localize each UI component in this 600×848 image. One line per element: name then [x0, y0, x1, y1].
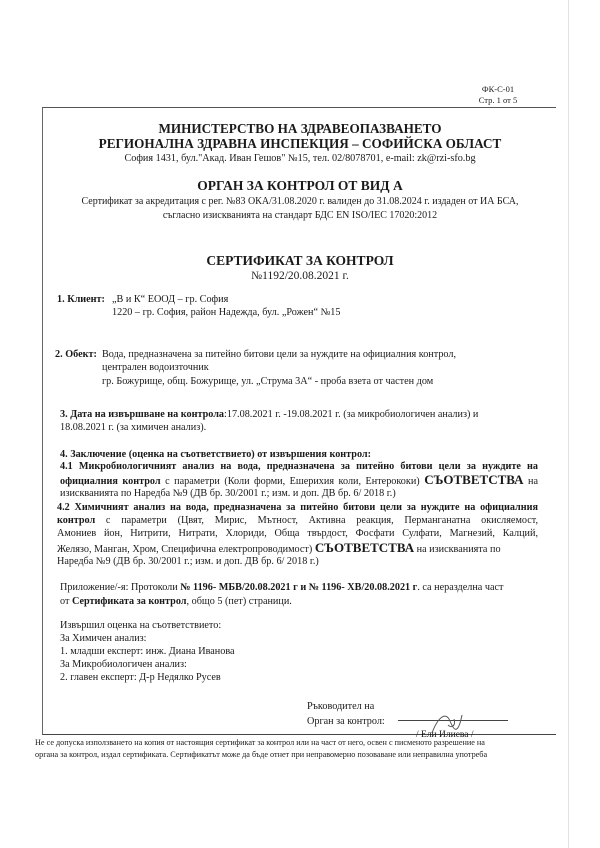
annex-prefix: Приложение/-я: Протоколи	[60, 582, 181, 593]
client-label: 1. Клиент:	[57, 294, 105, 305]
control-date-label: 3. Дата на извършване на контрола	[60, 409, 225, 420]
annex-protocol-2: № 1196- ХВ/20.08.2021 г	[308, 582, 418, 593]
chem-assessor: 1. младши експерт: инж. Диана Иванова	[60, 646, 235, 657]
micro-tail: на	[523, 476, 538, 487]
chem-assessor-label: За Химичен анализ:	[60, 633, 147, 644]
chem-tail: на изискванията по	[414, 544, 501, 555]
control-date-value: :17.08.2021 г. -19.08.2021 г. (за микробиологичен анализ) и	[224, 409, 479, 420]
micro-control-label: официалния контрол	[60, 476, 161, 487]
chem-control-label: контрол	[57, 515, 96, 526]
inspection-name: РЕГИОНАЛНА ЗДРАВНА ИНСПЕКЦИЯ – СОФИЙСКА ОБЛАСТ	[98, 136, 502, 151]
signatory-role-2: Орган за контрол:	[307, 716, 385, 727]
object-line-2: централен водоизточник	[102, 362, 209, 373]
issuer-address: София 1431, бул."Акад. Иван Гешов" №15, тел. 02/8078701, e-mail: zk@rzi-sfo.bg	[124, 153, 476, 164]
assessors-heading: Извършил оценка на съответствието:	[60, 620, 222, 631]
certificate-number: №1192/20.08.2021 г.	[251, 270, 349, 282]
accreditation-line-2: съгласно изискванията на стандарт БДС EN ISO/IEC 17020:2012	[162, 210, 438, 221]
ministry-name: МИНИСТЕРСТВО НА ЗДРАВЕОПАЗВАНЕТО	[158, 121, 442, 136]
conclusion-heading: 4. Заключение (оценка на съответствието) от извършения контрол:	[60, 449, 372, 460]
annex-protocol-1: № 1196- МБВ/20.08.2021 г	[180, 582, 298, 593]
micro-verdict: СЪОТВЕТСТВА	[424, 472, 524, 487]
micro-line-1: 4.1 Микробиологичният анализ на вода, предназначена за питейно битови цели за нуждите на	[60, 461, 538, 472]
chem-line-2	[57, 515, 538, 528]
object-label: 2. Обект:	[55, 349, 97, 360]
object-line-3: гр. Божурище, общ. Божурище, ул. „Струма 3А“ - проба взета от частен дом	[102, 376, 434, 387]
object-line-1: Вода, предназначена за питейно битови цели за нуждите на официалния контрол,	[102, 349, 457, 360]
page-info: Стр. 1 от 5	[478, 95, 518, 105]
accreditation-line-1: Сертификат за акредитация с рег. №83 ОКА/31.08.2020 г. валиден до 31.08.2024 г. издаден от ИА БСА,	[81, 196, 519, 207]
annex-and: и	[297, 582, 309, 593]
annex-cert-ref: Сертификата за контрол	[71, 596, 187, 607]
micro-assessor: 2. главен експерт: Д-р Недялко Русев	[60, 672, 221, 683]
chem-params-1: с параметри (Цвят, Мирис, Мътност, Активна реакция, Перманганатна окисляемост,	[95, 515, 538, 526]
client-address: 1220 – гр. София, район Надежда, бул. „Рожен“ №15	[112, 307, 341, 318]
control-date-line-1	[60, 409, 478, 422]
annex-suffix-2: , общо 5 (пет) страници.	[186, 596, 292, 607]
chem-verdict: СЪОТВЕТСТВА	[314, 540, 415, 555]
chem-line-4	[57, 542, 501, 557]
form-code: ФК-С-01	[481, 84, 515, 94]
micro-params: с параметри (Коли форми, Ешерихия коли, Ентерококи)	[160, 476, 425, 487]
chem-line-1: 4.2 Химичният анализ на вода, предназначена за питейно битови цели за нуждите на официалния	[57, 502, 538, 513]
signatory-name: / Ели Илиева /	[416, 730, 474, 740]
control-date-line-2: 18.08.2021 г. (за химичен анализ).	[60, 422, 207, 433]
annex-prefix-2: от	[60, 596, 72, 607]
signatory-role-1: Ръководител на	[307, 701, 375, 712]
micro-line-2	[60, 474, 538, 489]
footer-line-1: Не се допуска използването на копия от настоящия сертификат за контрол или на част от него, освен с писменото разрешение на	[35, 738, 485, 747]
chem-line-5: Наредба №9 (ДВ бр. 30/2001 г.; изм. и доп. ДВ бр. 6/ 2018 г.)	[57, 556, 319, 567]
micro-line-3: изискванията по Наредба №9 (ДВ бр. 30/2001 г.; изм. и доп. ДВ бр. 6/ 2018 г.)	[60, 488, 396, 499]
chem-line-3: Амониев йон, Нитрити, Нитрати, Хлориди, Обща твърдост, Фосфати Сулфати, Магнезий, Калций,	[57, 528, 538, 539]
organ-title: ОРГАН ЗА КОНТРОЛ ОТ ВИД А	[197, 178, 403, 193]
chem-params-2: Желязо, Манган, Хром, Специфична електропроводимост)	[57, 544, 315, 555]
annex-line-1	[60, 582, 503, 595]
annex-line-2	[60, 596, 292, 609]
client-name: „В и К“ ЕООД – гр. София	[112, 294, 229, 305]
certificate-title: СЕРТИФИКАТ ЗА КОНТРОЛ	[206, 253, 394, 268]
annex-suffix: . са неразделна част	[417, 582, 504, 593]
micro-assessor-label: За Микробиологичен анализ:	[60, 659, 187, 670]
footer-line-2: органа за контрол, издал сертификата. Сертификатът може да бъде отнет при неправомерно позоваване или неправилна употреба	[35, 750, 488, 759]
